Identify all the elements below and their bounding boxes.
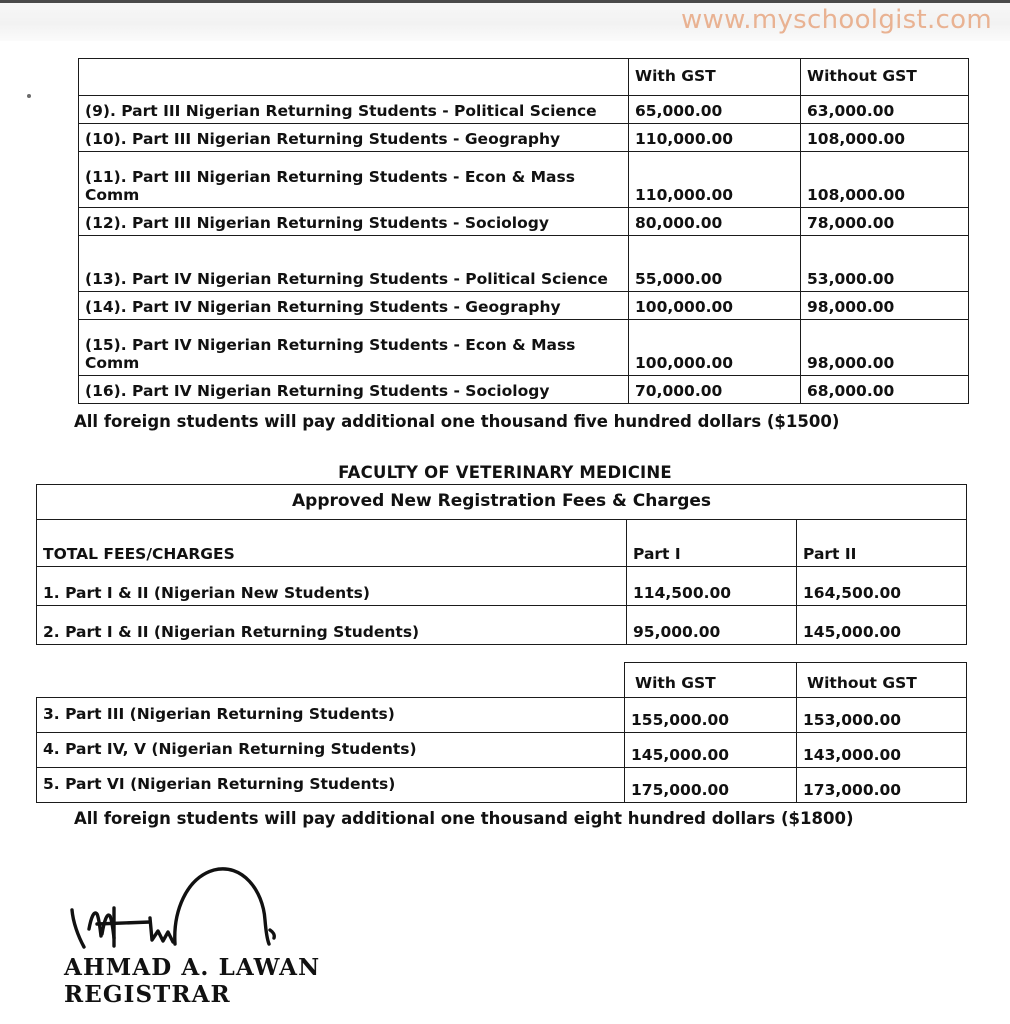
row-without-gst: 98,000.00	[801, 320, 969, 376]
footnote-foreign-students-1500: All foreign students will pay additional one thousand five hundred dollars ($1500)	[74, 412, 840, 431]
row-without-gst: 108,000.00	[801, 124, 969, 152]
table-row	[79, 152, 969, 208]
table-row	[37, 567, 967, 606]
table-row	[37, 698, 967, 733]
row-description: 3. Part III (Nigerian Returning Students)	[37, 698, 625, 733]
row-description: (9). Part III Nigerian Returning Students - Political Science	[79, 96, 629, 124]
row-description: (16). Part IV Nigerian Returning Students - Sociology	[79, 376, 629, 404]
table-row	[37, 606, 967, 645]
row-description: (11). Part III Nigerian Returning Students - Econ & Mass Comm	[79, 152, 629, 208]
signature-name: AHMAD A. LAWAN	[64, 954, 321, 981]
row-description: (15). Part IV Nigerian Returning Students - Econ & Mass Comm	[79, 320, 629, 376]
row-with-gst: 80,000.00	[629, 208, 801, 236]
table-two-header-row	[37, 520, 967, 567]
table-one-header-with-gst: With GST	[629, 59, 801, 96]
row-with-gst: 145,000.00	[625, 733, 797, 768]
footnote-foreign-students-1800: All foreign students will pay additional one thousand eight hundred dollars ($1800)	[74, 809, 854, 828]
table-two-banner-row	[37, 485, 967, 520]
row-description: 2. Part I & II (Nigerian Returning Students)	[37, 606, 627, 645]
handwritten-signature-icon	[64, 852, 294, 952]
table-row	[79, 320, 969, 376]
table-row	[37, 768, 967, 803]
signature-block	[64, 852, 484, 1008]
row-with-gst: 55,000.00	[629, 236, 801, 292]
table-three-header-with-gst: With GST	[625, 663, 797, 704]
row-description: (14). Part IV Nigerian Returning Students - Geography	[79, 292, 629, 320]
table-row	[37, 733, 967, 768]
row-part-one: 114,500.00	[627, 567, 797, 606]
table-one-header-description	[79, 59, 629, 96]
row-with-gst: 100,000.00	[629, 292, 801, 320]
watermark-band	[0, 0, 1010, 41]
watermark-url-text: www.myschoolgist.com	[680, 5, 992, 35]
row-description: 5. Part VI (Nigerian Returning Students)	[37, 768, 625, 803]
row-part-two: 145,000.00	[797, 606, 967, 645]
table-two-header-part-two: Part II	[797, 520, 967, 567]
row-description: (13). Part IV Nigerian Returning Students - Political Science	[79, 236, 629, 292]
row-with-gst: 65,000.00	[629, 96, 801, 124]
veterinary-gst-fees-table	[36, 697, 967, 803]
row-with-gst: 70,000.00	[629, 376, 801, 404]
row-part-two: 164,500.00	[797, 567, 967, 606]
table-row	[79, 96, 969, 124]
row-without-gst: 108,000.00	[801, 152, 969, 208]
faculty-heading: FACULTY OF VETERINARY MEDICINE	[338, 463, 672, 482]
row-part-one: 95,000.00	[627, 606, 797, 645]
row-description: 1. Part I & II (Nigerian New Students)	[37, 567, 627, 606]
row-description: (12). Part III Nigerian Returning Students - Sociology	[79, 208, 629, 236]
row-without-gst: 68,000.00	[801, 376, 969, 404]
row-without-gst: 53,000.00	[801, 236, 969, 292]
row-without-gst: 63,000.00	[801, 96, 969, 124]
table-two-header-description: TOTAL FEES/CHARGES	[37, 520, 627, 567]
row-description: 4. Part IV, V (Nigerian Returning Students)	[37, 733, 625, 768]
table-row	[79, 376, 969, 404]
row-with-gst: 110,000.00	[629, 124, 801, 152]
row-description: (10). Part III Nigerian Returning Students - Geography	[79, 124, 629, 152]
table-one-header-row	[79, 59, 969, 96]
row-without-gst: 143,000.00	[797, 733, 967, 768]
row-with-gst: 100,000.00	[629, 320, 801, 376]
signature-title: REGISTRAR	[64, 981, 231, 1009]
row-with-gst: 110,000.00	[629, 152, 801, 208]
table-row	[79, 124, 969, 152]
table-two-header-part-one: Part I	[627, 520, 797, 567]
table-three-header-without-gst: Without GST	[797, 663, 967, 704]
row-with-gst: 155,000.00	[625, 698, 797, 733]
veterinary-fees-table	[36, 484, 967, 645]
table-row	[79, 208, 969, 236]
table-one-header-without-gst: Without GST	[801, 59, 969, 96]
row-without-gst: 173,000.00	[797, 768, 967, 803]
row-without-gst: 153,000.00	[797, 698, 967, 733]
fees-table-continued	[78, 58, 969, 404]
table-two-banner: Approved New Registration Fees & Charges	[37, 485, 967, 520]
row-with-gst: 175,000.00	[625, 768, 797, 803]
table-row	[79, 292, 969, 320]
scan-speck-artifact	[27, 94, 31, 98]
table-row	[79, 236, 969, 292]
row-without-gst: 98,000.00	[801, 292, 969, 320]
row-without-gst: 78,000.00	[801, 208, 969, 236]
